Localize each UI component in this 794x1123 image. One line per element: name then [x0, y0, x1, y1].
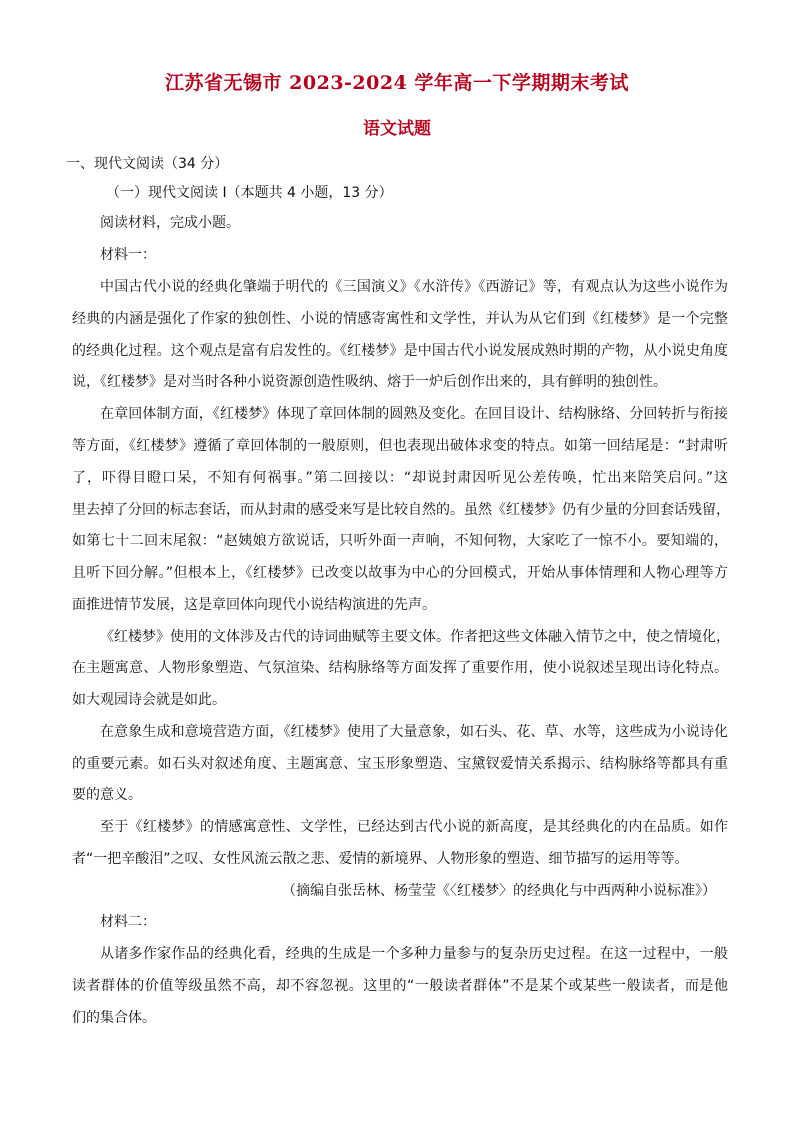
paragraph-line: 者“一把辛酸泪”之叹、女性风流云散之悲、爱情的新境界、人物形象的塑造、细节描写的运用等等。 — [72, 851, 689, 867]
paragraph-line: 《红楼梦》使用的文体涉及古代的诗词曲赋等主要文体。作者把这些文体融入情节之中，使之情境化， — [100, 629, 730, 645]
material-two-label: 材料二： — [100, 914, 156, 930]
paragraph-line: 等方面，《红楼梦》遵循了章回体制的一般原则，但也表现出破体求变的特点。如第一回结尾是：“封肃听 — [72, 438, 728, 454]
paragraph-line: 从诸多作家作品的经典化看，经典的生成是一个多种力量参与的复杂历史过程。在这一过程中，一般 — [100, 946, 728, 962]
material-one-label: 材料一： — [100, 247, 156, 263]
exam-subtitle: 语文试题 — [363, 119, 431, 139]
paragraph-line: 在意象生成和意境营造方面，《红楼梦》使用了大量意象，如石头、花、草、水等，这些成为小说诗化 — [100, 724, 728, 740]
paragraph-line: 的经典化过程。这个观点是富有启发性的。《红楼梦》是中国古代小说发展成熟时期的产物，从小说史角度 — [72, 343, 728, 359]
paragraph-line: 里去掉了分回的标志套话，而从封肃的感受来写是比较自然的。虽然《红楼梦》仍有少量的分回套话残留， — [72, 502, 730, 518]
paragraph-line: 要的意义。 — [72, 787, 142, 803]
paragraph-line: 的重要元素。如石头对叙述角度、主题寓意、宝玉形象塑造、宝黛钗爱情关系揭示、结构脉络等都具有重 — [72, 756, 728, 772]
paragraph-line: 如第七十二回末尾叙：“赵姨娘方欲说话，只听外面一声响，不知何物，大家吃了一惊不小。要知端的， — [72, 533, 728, 549]
paragraph-line: 且听下回分解。”但根本上，《红楼梦》已改变以故事为中心的分回模式，开始从事体情理和人物心理等方 — [72, 565, 728, 581]
paragraph-line: 经典的内涵是强化了作家的独创性、小说的情感寄寓性和文学性，并认为从它们到《红楼梦》是一个完整 — [72, 311, 728, 327]
paragraph-line: 如大观园诗会就是如此。 — [72, 692, 226, 708]
paragraph-line: 说，《红楼梦》是对当时各种小说资源创造性吸纳、熔于一炉后创作出来的，具有鲜明的独创性。 — [72, 374, 667, 390]
subsection-heading: （一）现代文阅读 I（本题共 4 小题，13 分） — [106, 185, 393, 201]
exam-title: 江苏省无锡市 2023-2024 学年高一下学期期末考试 — [165, 72, 629, 94]
paragraph-line: 中国古代小说的经典化肇端于明代的《三国演义》《水浒传》《西游记》等，有观点认为这些小说作为 — [100, 279, 728, 295]
paragraph-line: 在主题寓意、人物形象塑造、气氛渲染、结构脉络等方面发挥了重要作用，使小说叙述呈现出诗化特点。 — [72, 660, 728, 676]
paragraph-line: 们的集合体。 — [72, 1010, 156, 1026]
paragraph-line: 面推进情节发展，这是章回体向现代小说结构演进的先声。 — [72, 597, 436, 613]
instruction: 阅读材料，完成小题。 — [100, 215, 240, 231]
paragraph-line: 读者群体的价值等级虽然不高，却不容忽视。这里的“一般读者群体”不是某个或某些一般读者，而是他 — [72, 978, 728, 994]
source-citation: （摘编自张岳林、杨莹莹《〈红楼梦〉的经典化与中西两种小说标准》） — [282, 883, 716, 899]
paragraph-line: 至于《红楼梦》的情感寓意性、文学性，已经达到古代小说的新高度，是其经典化的内在品质。如作 — [100, 819, 728, 835]
paragraph-line: 在章回体制方面，《红楼梦》体现了章回体制的圆熟及变化。在回目设计、结构脉络、分回转折与衔接 — [100, 406, 728, 422]
paragraph-line: 了，吓得目瞪口呆，不知有何祸事。”第二回接以：“却说封肃因听见公差传唤，忙出来陪笑启问。”这 — [72, 470, 728, 486]
section-heading: 一、现代文阅读（34 分） — [66, 156, 229, 172]
